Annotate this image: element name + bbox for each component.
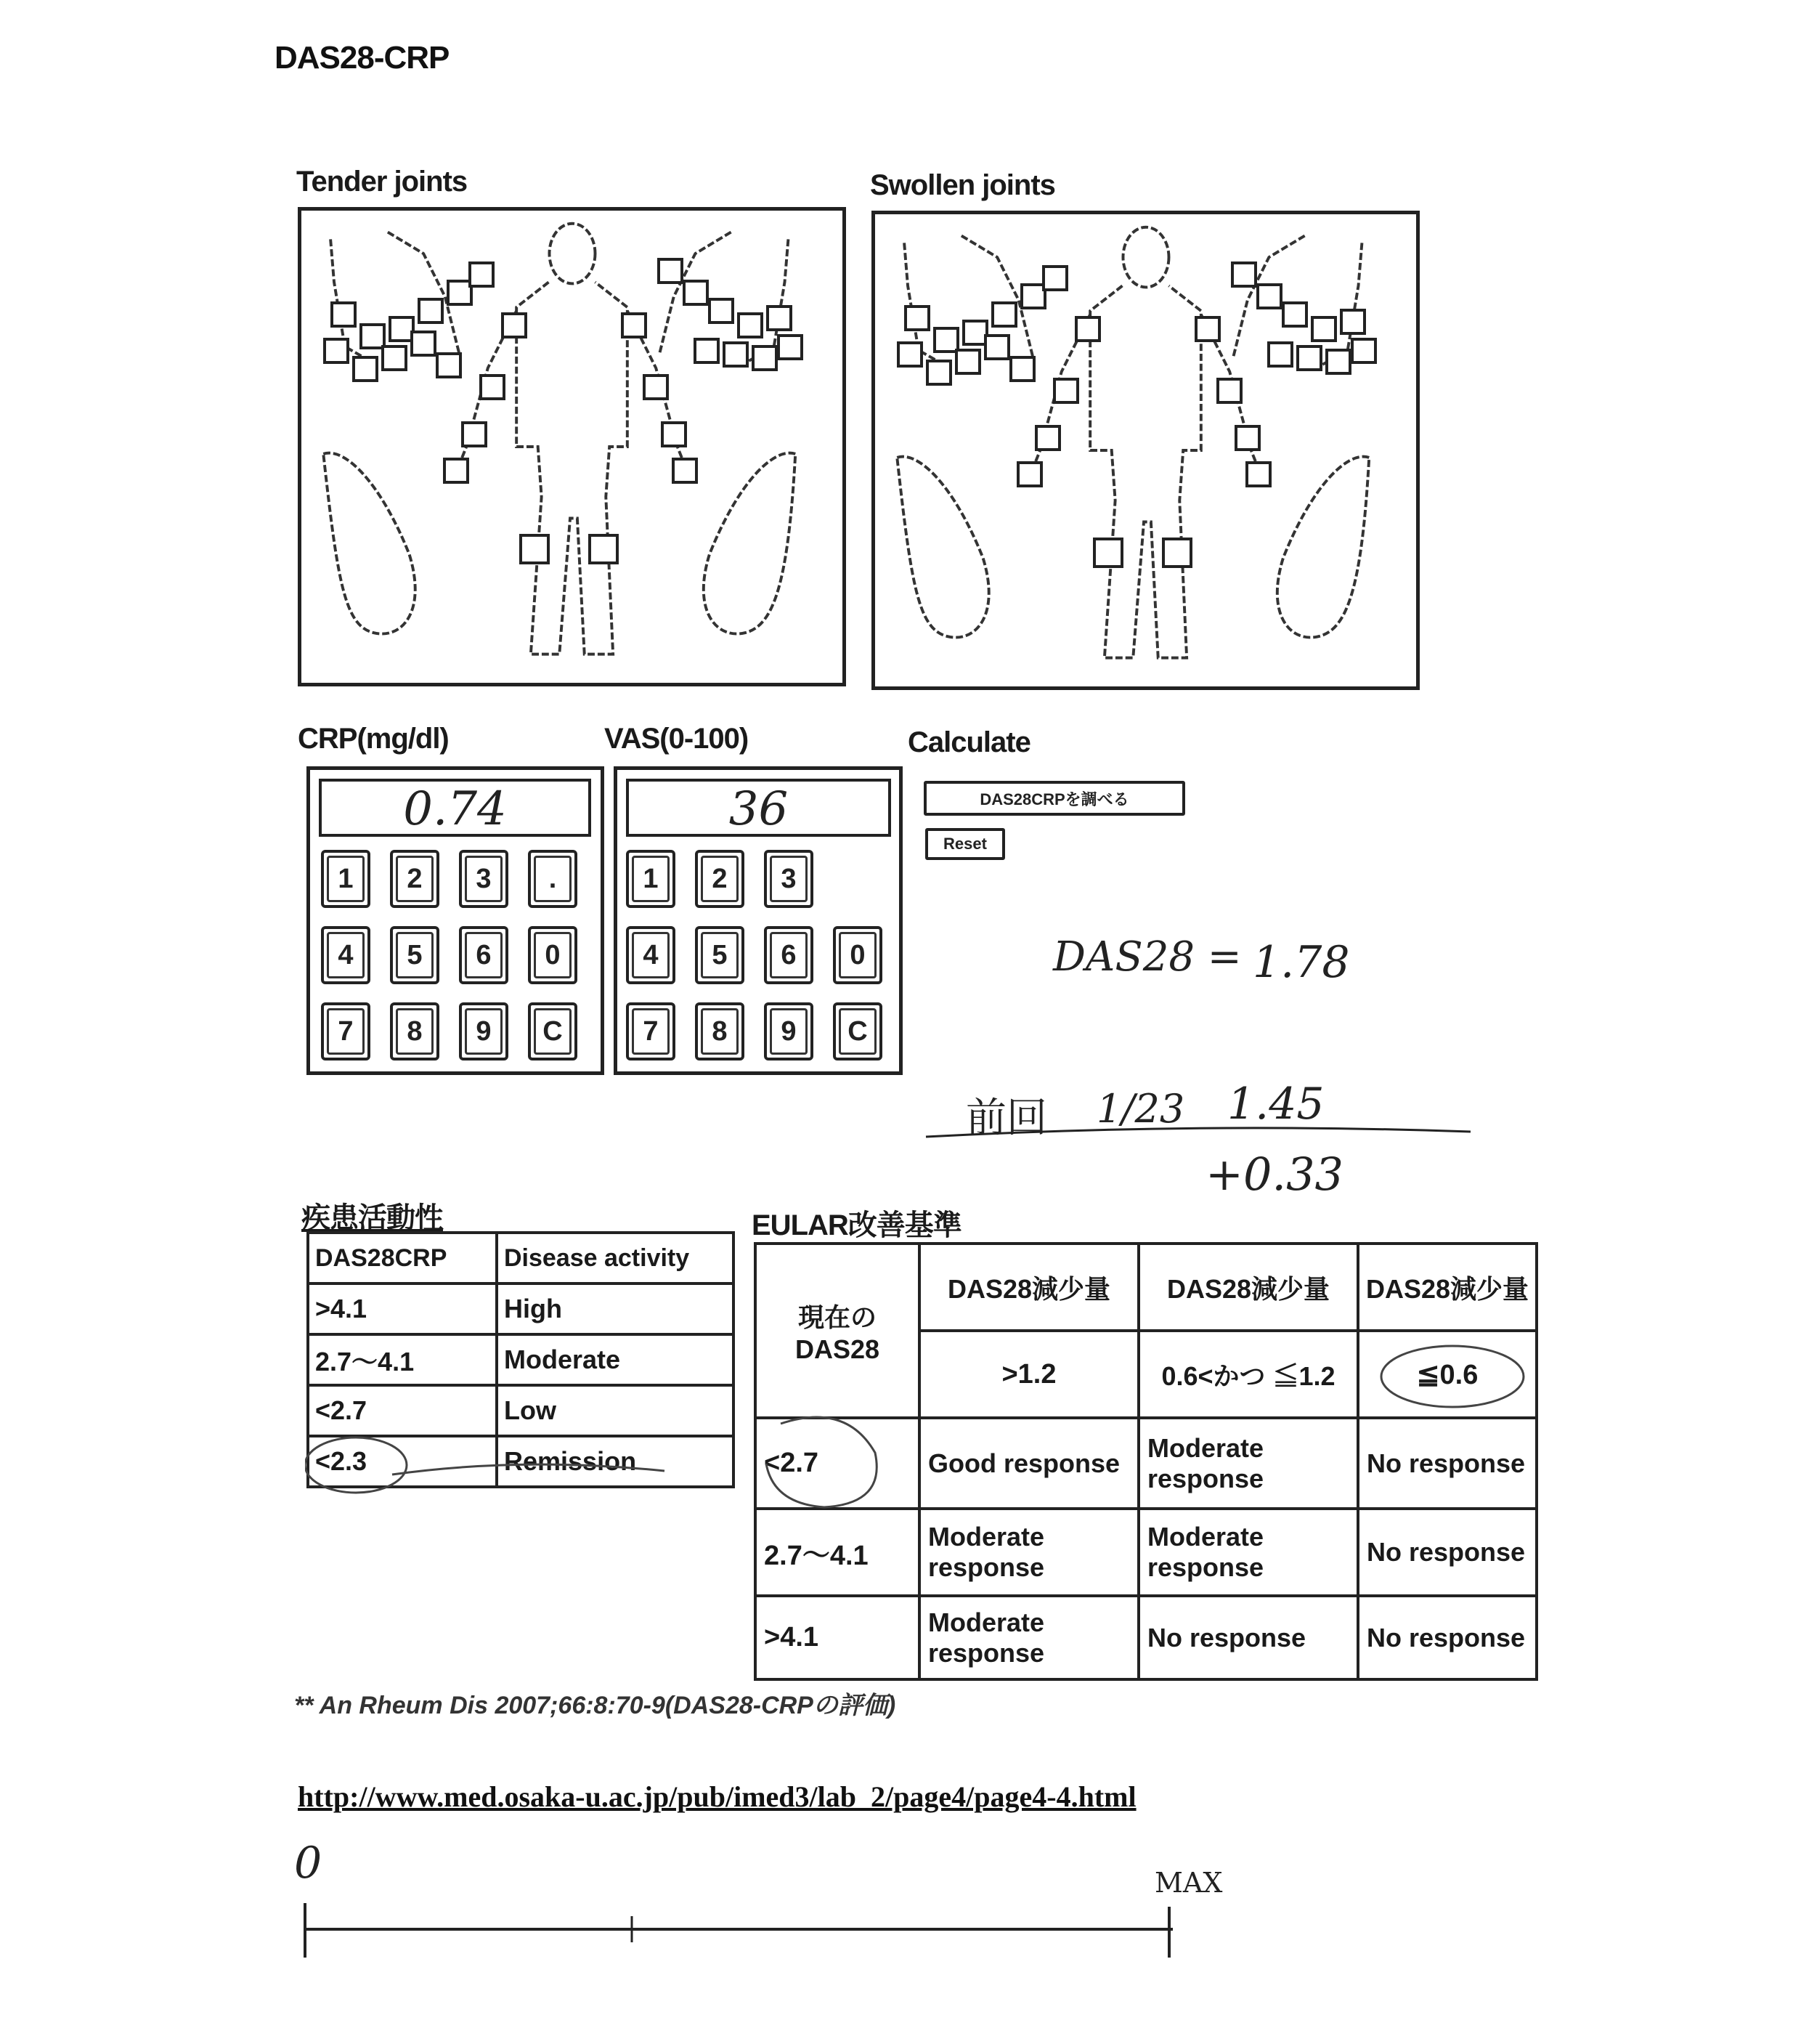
crp-key[interactable]: 2	[390, 850, 439, 908]
previous-note: 前回	[966, 1095, 1047, 1142]
vas-key[interactable]: 2	[695, 850, 744, 908]
source-link[interactable]: http://www.med.osaka-u.ac.jp/pub/imed3/lab_2/page4/page4-4.html	[298, 1780, 1137, 1813]
vas-key[interactable]: 3	[764, 850, 813, 908]
joint-checkbox[interactable]	[330, 301, 357, 328]
vas-label: VAS(0-100)	[604, 723, 749, 755]
table-cell: <2.7	[755, 1418, 919, 1509]
vas-key[interactable]: 1	[626, 850, 675, 908]
table-cell: >1.2	[919, 1331, 1139, 1418]
body-figure-icon	[875, 214, 1416, 686]
table-header: DAS28CRP	[308, 1233, 497, 1283]
joint-checkbox[interactable]	[657, 258, 683, 284]
handwritten-underline	[922, 1119, 1474, 1140]
joint-checkbox[interactable]	[1311, 316, 1337, 342]
scale-min-label: 0	[294, 1838, 322, 1889]
joint-checkbox[interactable]	[1216, 378, 1243, 404]
joint-checkbox[interactable]	[926, 360, 952, 386]
joint-checkbox[interactable]	[955, 349, 981, 375]
handwritten-circle	[759, 1409, 890, 1518]
table-cell: ≦0.6	[1358, 1331, 1537, 1418]
crp-key[interactable]: 4	[321, 926, 370, 984]
joint-checkbox[interactable]	[766, 305, 792, 331]
joint-checkbox[interactable]	[661, 421, 687, 447]
joint-checkbox[interactable]	[1256, 283, 1282, 309]
joint-checkbox[interactable]	[1231, 261, 1257, 288]
activity-table-title: 疾患活動性	[301, 1202, 443, 1234]
joint-checkbox[interactable]	[723, 341, 749, 368]
joint-checkbox[interactable]	[1296, 345, 1322, 371]
table-cell: >4.1	[308, 1283, 497, 1334]
joint-checkbox[interactable]	[897, 341, 923, 368]
crp-key[interactable]: 7	[321, 1002, 370, 1060]
joint-checkbox[interactable]	[1282, 301, 1308, 328]
crp-input[interactable]: 0.74	[319, 779, 591, 837]
table-cell: >4.1	[755, 1596, 919, 1679]
joint-checkbox[interactable]	[984, 334, 1010, 360]
crp-key[interactable]: .	[528, 850, 577, 908]
joint-checkbox[interactable]	[643, 374, 669, 400]
previous-date-note: 1/23	[1097, 1086, 1185, 1132]
joint-checkbox[interactable]	[1351, 338, 1377, 364]
table-cell: No response	[1139, 1596, 1358, 1679]
joint-checkbox[interactable]	[904, 305, 930, 331]
calculate-button[interactable]: DAS28CRPを調べる	[924, 781, 1185, 816]
vas-clear-key[interactable]: C	[833, 1002, 882, 1060]
joint-checkbox[interactable]	[1325, 349, 1351, 375]
vas-key[interactable]: 7	[626, 1002, 675, 1060]
vas-input[interactable]: 36	[626, 779, 891, 837]
joint-checkbox[interactable]	[1035, 425, 1061, 451]
table-cell: Remission	[497, 1436, 733, 1487]
joint-checkbox[interactable]	[1340, 309, 1366, 335]
joint-checkbox[interactable]	[501, 312, 527, 338]
vas-key[interactable]: 8	[695, 1002, 744, 1060]
crp-key[interactable]: 5	[390, 926, 439, 984]
joint-checkbox[interactable]	[672, 458, 698, 484]
joint-checkbox[interactable]	[752, 345, 778, 371]
page-title: DAS28-CRP	[275, 40, 450, 76]
tender-joints-panel	[298, 207, 846, 686]
table-cell: High	[497, 1283, 733, 1334]
joint-checkbox[interactable]	[694, 338, 720, 364]
joint-checkbox[interactable]	[683, 280, 709, 306]
joint-checkbox[interactable]	[1245, 461, 1272, 487]
crp-keypad	[306, 766, 604, 1075]
crp-key[interactable]: 0	[528, 926, 577, 984]
swollen-joints-label: Swollen joints	[870, 169, 1055, 201]
joint-checkbox[interactable]	[1162, 538, 1192, 568]
joint-checkbox[interactable]	[588, 534, 619, 564]
joint-checkbox[interactable]	[1017, 461, 1043, 487]
table-header: DAS28減少量	[1139, 1244, 1358, 1331]
table-cell: Moderate response	[919, 1509, 1139, 1596]
table-cell: No response	[1358, 1596, 1537, 1679]
joint-checkbox[interactable]	[1009, 356, 1036, 382]
vas-key[interactable]: 5	[695, 926, 744, 984]
joint-checkbox[interactable]	[479, 374, 505, 400]
swollen-joints-panel	[871, 211, 1420, 690]
joint-checkbox[interactable]	[410, 330, 436, 357]
vas-key[interactable]: 4	[626, 926, 675, 984]
body-figure-icon	[301, 211, 842, 683]
joint-checkbox[interactable]	[1042, 265, 1068, 291]
handwritten-circle	[1376, 1340, 1529, 1413]
crp-label: CRP(mg/dl)	[298, 723, 449, 755]
table-cell: 2.7〜4.1	[755, 1509, 919, 1596]
handwritten-circle	[305, 1435, 668, 1500]
crp-key[interactable]: 1	[321, 850, 370, 908]
joint-checkbox[interactable]	[323, 338, 349, 364]
joint-checkbox[interactable]	[436, 352, 462, 378]
joint-checkbox[interactable]	[708, 298, 734, 324]
joint-checkbox[interactable]	[1195, 316, 1221, 342]
joint-checkbox[interactable]	[468, 261, 495, 288]
joint-checkbox[interactable]	[381, 345, 407, 371]
table-cell: 2.7〜4.1	[308, 1334, 497, 1385]
crp-clear-key[interactable]: C	[528, 1002, 577, 1060]
table-cell: Moderate response	[1139, 1418, 1358, 1509]
joint-checkbox[interactable]	[1235, 425, 1261, 451]
das28-value-note: 1.78	[1253, 937, 1350, 988]
reset-button[interactable]: Reset	[925, 828, 1005, 860]
citation: ** An Rheum Dis 2007;66:8:70-9(DAS28-CRPの評価)	[294, 1692, 896, 1719]
vas-keypad	[614, 766, 903, 1075]
table-header: DAS28減少量	[919, 1244, 1139, 1331]
table-cell: Moderate response	[919, 1596, 1139, 1679]
table-header: 現在の DAS28	[755, 1244, 919, 1418]
crp-key[interactable]: 6	[459, 926, 508, 984]
tender-joints-label: Tender joints	[296, 166, 468, 198]
crp-key[interactable]: 9	[459, 1002, 508, 1060]
joint-checkbox[interactable]	[461, 421, 487, 447]
joint-checkbox[interactable]	[991, 301, 1017, 328]
table-cell: Moderate	[497, 1334, 733, 1385]
scale-line	[290, 1889, 1191, 1968]
vas-key[interactable]: 6	[764, 926, 813, 984]
calculate-label: Calculate	[908, 726, 1030, 758]
table-cell: 0.6<かつ ≦1.2	[1139, 1331, 1358, 1418]
table-cell: Low	[497, 1385, 733, 1436]
vas-key[interactable]: 0	[833, 926, 882, 984]
das28-note: DAS28 =	[1053, 933, 1242, 981]
crp-key[interactable]: 8	[390, 1002, 439, 1060]
vas-key[interactable]: 9	[764, 1002, 813, 1060]
joint-checkbox[interactable]	[519, 534, 550, 564]
table-header: Disease activity	[497, 1233, 733, 1283]
table-cell: No response	[1358, 1418, 1537, 1509]
joint-checkbox[interactable]	[1053, 378, 1079, 404]
joint-checkbox[interactable]	[777, 334, 803, 360]
joint-checkbox[interactable]	[1093, 538, 1123, 568]
previous-value-note: 1.45	[1227, 1079, 1325, 1130]
scale-max-label: MAX	[1155, 1867, 1223, 1899]
table-cell: <2.3	[308, 1436, 497, 1487]
eular-table-title: EULAR改善基準	[752, 1209, 962, 1241]
joint-checkbox[interactable]	[1267, 341, 1293, 368]
table-cell: <2.7	[308, 1385, 497, 1436]
crp-key[interactable]: 3	[459, 850, 508, 908]
joint-checkbox[interactable]	[352, 356, 378, 382]
table-header: DAS28減少量	[1358, 1244, 1537, 1331]
table-cell: Moderate response	[1139, 1509, 1358, 1596]
joint-checkbox[interactable]	[621, 312, 647, 338]
delta-note: +0.33	[1206, 1148, 1343, 1201]
joint-checkbox[interactable]	[418, 298, 444, 324]
joint-checkbox[interactable]	[737, 312, 763, 338]
joint-checkbox[interactable]	[443, 458, 469, 484]
table-cell: No response	[1358, 1509, 1537, 1596]
joint-checkbox[interactable]	[1075, 316, 1101, 342]
table-cell: Good response	[919, 1418, 1139, 1509]
